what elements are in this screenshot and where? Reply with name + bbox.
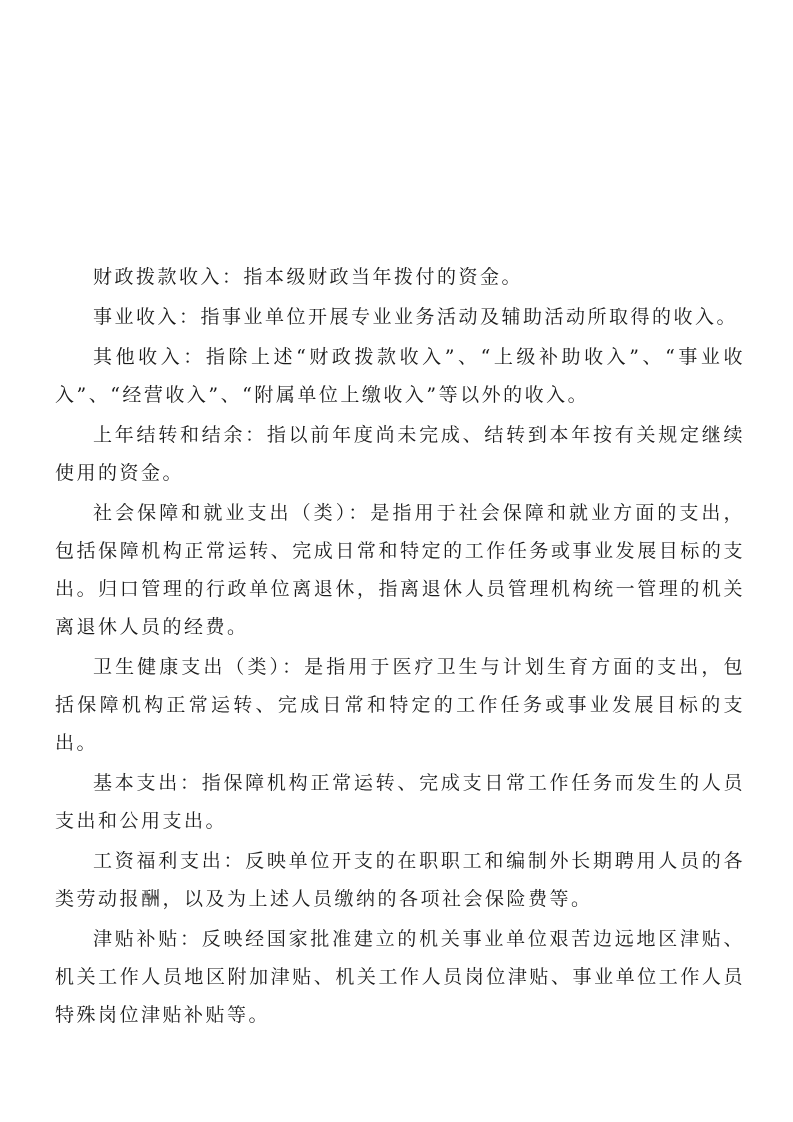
paragraph-prior-year-carryover: 上年结转和结余：指以前年度尚未完成、结转到本年按有关规定继续使用的资金。 bbox=[55, 424, 745, 484]
paragraph-health-expenditure: 卫生健康支出（类）：是指用于医疗卫生与计划生育方面的支出，包括保障机构正常运转、完成日常和特定的工作任务或事业发展目标的支出。 bbox=[55, 656, 745, 754]
paragraph-wages-welfare-expenditure: 工资福利支出：反映单位开支的在职职工和编制外长期聘用人员的各类劳动报酬，以及为上述人员缴纳的各项社会保险费等。 bbox=[55, 850, 745, 910]
paragraph-social-security-expenditure: 社会保障和就业支出（类）：是指用于社会保障和就业方面的支出，包括保障机构正常运转、完成日常和特定的工作任务或事业发展目标的支出。归口管理的行政单位离退休，指离退休人员管理机构统一管理的机关离退休人员的经费。 bbox=[55, 502, 745, 638]
paragraph-business-income: 事业收入：指事业单位开展专业业务活动及辅助活动所取得的收入。 bbox=[93, 306, 739, 328]
paragraph-fiscal-appropriation-income: 财政拨款收入：指本级财政当年拨付的资金。 bbox=[93, 266, 524, 288]
document-body bbox=[55, 258, 745, 1036]
paragraph-other-income: 其他收入：指除上述“财政拨款收入”、“上级补助收入”、“事业收入”、“经营收入”、“附属单位上缴收入”等以外的收入。 bbox=[55, 346, 745, 406]
paragraph-basic-expenditure: 基本支出：指保障机构正常运转、完成支日常工作任务而发生的人员支出和公用支出。 bbox=[55, 772, 745, 832]
paragraph-allowances-subsidies: 津贴补贴：反映经国家批准建立的机关事业单位艰苦边远地区津贴、机关工作人员地区附加津贴、机关工作人员岗位津贴、事业单位工作人员特殊岗位津贴补贴等。 bbox=[55, 928, 745, 1026]
